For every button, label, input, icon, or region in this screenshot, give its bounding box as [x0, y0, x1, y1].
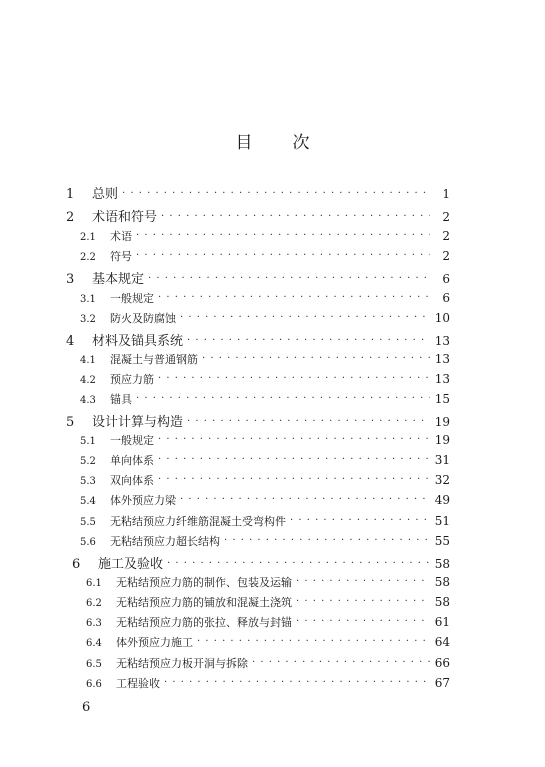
toc-number: 2	[66, 210, 75, 225]
toc-page: 13	[434, 334, 450, 348]
toc-entry[interactable]	[72, 553, 450, 572]
leader-dots	[197, 636, 430, 647]
toc-entry[interactable]	[86, 634, 450, 650]
toc-label: 术语和符号	[92, 210, 158, 225]
toc-entry[interactable]	[86, 655, 450, 671]
leader-dots	[180, 494, 430, 505]
leader-dots	[252, 657, 430, 668]
page-number: 6	[82, 700, 91, 715]
toc-number: 5.5	[80, 517, 96, 528]
toc-entry[interactable]	[66, 411, 450, 430]
toc-entry[interactable]	[80, 391, 450, 407]
toc-number: 2.1	[80, 232, 96, 243]
toc-number: 6	[72, 557, 81, 572]
toc-page: 13	[434, 352, 450, 366]
toc-page: 19	[434, 433, 450, 447]
toc-number: 5.6	[80, 537, 96, 548]
toc-number: 6.6	[86, 679, 102, 690]
toc-page: 1	[442, 187, 450, 201]
leader-dots	[158, 454, 430, 465]
leader-dots	[187, 416, 430, 427]
toc-number: 5.3	[80, 476, 96, 487]
toc-number: 3	[66, 272, 75, 287]
toc-number: 1	[66, 187, 75, 202]
toc-page: 61	[434, 615, 450, 629]
leader-dots	[164, 677, 430, 688]
toc-entry[interactable]	[80, 290, 450, 306]
toc-entry[interactable]	[80, 513, 450, 529]
toc-number: 4.1	[80, 355, 96, 366]
toc-label: 单向体系	[110, 454, 154, 467]
leader-dots	[122, 188, 430, 199]
toc-entry[interactable]	[80, 472, 450, 488]
toc-entry[interactable]	[80, 452, 450, 468]
toc-number: 3.1	[80, 294, 96, 305]
toc-label: 预应力筋	[110, 373, 154, 386]
toc-label: 无粘结预应力筋的铺放和混凝土浇筑	[116, 596, 292, 609]
toc-page: 2	[442, 229, 450, 243]
toc-number: 2.2	[80, 252, 96, 263]
leader-dots	[180, 312, 430, 323]
leader-dots	[296, 616, 430, 627]
title-char-1: 目	[235, 133, 253, 153]
toc-label: 设计计算与构造	[92, 415, 184, 430]
toc-page: 19	[434, 415, 450, 429]
toc-label: 体外预应力梁	[110, 494, 176, 507]
leader-dots	[136, 250, 430, 261]
toc-label: 双向体系	[110, 474, 154, 487]
leader-dots	[161, 211, 430, 222]
toc-label: 材料及锚具系统	[92, 334, 184, 349]
toc-page: 58	[434, 595, 450, 609]
leader-dots	[148, 273, 430, 284]
toc-number: 5.2	[80, 456, 96, 467]
toc-entry[interactable]	[66, 183, 450, 202]
toc-number: 5	[66, 415, 75, 430]
toc-number: 6.5	[86, 659, 102, 670]
toc-label: 一般规定	[110, 434, 154, 447]
leader-dots	[202, 353, 430, 364]
leader-dots	[158, 434, 430, 445]
leader-dots	[158, 474, 430, 485]
toc-label: 一般规定	[110, 292, 154, 305]
toc-label: 无粘结预应力纤维筋混凝土受弯构件	[110, 515, 286, 528]
toc-entry[interactable]	[86, 614, 450, 630]
toc-label: 无粘结预应力筋的制作、包装及运输	[116, 576, 292, 589]
toc-number: 6.2	[86, 598, 102, 609]
toc-page: 6	[442, 272, 450, 286]
toc-label: 总则	[92, 187, 119, 202]
toc-page: 31	[434, 453, 450, 467]
toc-label: 无粘结预应力超长结构	[110, 535, 220, 548]
toc-label: 施工及验收	[98, 557, 164, 572]
toc-entry[interactable]	[80, 351, 450, 367]
toc-page: 13	[434, 372, 450, 386]
title-char-2: 次	[292, 133, 310, 153]
toc-page: 58	[434, 557, 450, 571]
toc-page: 15	[434, 392, 450, 406]
toc-entry[interactable]	[86, 574, 450, 590]
toc-page: 49	[434, 493, 450, 507]
toc-entry[interactable]	[66, 330, 450, 349]
leader-dots	[136, 393, 430, 404]
toc-number: 6.1	[86, 578, 102, 589]
leader-dots	[187, 335, 430, 346]
toc-number: 3.2	[80, 314, 96, 325]
toc-entry[interactable]	[80, 533, 450, 549]
toc-label: 体外预应力施工	[116, 636, 193, 649]
toc-page: 67	[434, 676, 450, 690]
toc-label: 混凝土与普通钢筋	[110, 353, 198, 366]
toc-number: 4.2	[80, 375, 96, 386]
leader-dots	[296, 596, 430, 607]
leader-dots	[158, 292, 430, 303]
toc-entry[interactable]	[80, 432, 450, 448]
toc-page: 32	[434, 473, 450, 487]
toc-label: 锚具	[110, 393, 132, 406]
toc-entry[interactable]	[86, 675, 450, 691]
toc-page: 66	[434, 656, 450, 670]
toc-entry[interactable]	[86, 594, 450, 610]
toc-page: 10	[434, 311, 450, 325]
leader-dots	[158, 373, 430, 384]
toc-number: 6.4	[86, 638, 102, 649]
toc-label: 术语	[110, 230, 132, 243]
toc-page: 6	[442, 291, 450, 305]
toc-page: 2	[442, 210, 450, 224]
toc-label: 基本规定	[92, 272, 145, 287]
toc-number: 5.4	[80, 496, 96, 507]
toc-entry[interactable]	[80, 492, 450, 508]
toc-page: 64	[434, 635, 450, 649]
toc-label: 符号	[110, 250, 132, 263]
toc-label: 无粘结预应力板开洞与拆除	[116, 657, 248, 670]
toc-entry[interactable]	[80, 310, 450, 326]
toc-page: 58	[434, 575, 450, 589]
toc-entry[interactable]	[66, 268, 450, 287]
toc-entry[interactable]	[66, 206, 450, 225]
toc-number: 4	[66, 334, 75, 349]
toc-entry[interactable]	[80, 228, 450, 244]
toc-number: 6.3	[86, 618, 102, 629]
leader-dots	[224, 535, 430, 546]
toc-label: 防火及防腐蚀	[110, 312, 176, 325]
toc-page: 51	[434, 514, 450, 528]
leader-dots	[136, 230, 430, 241]
leader-dots	[296, 576, 430, 587]
toc-page: 2	[442, 249, 450, 263]
toc-label: 无粘结预应力筋的张拉、释放与封锚	[116, 616, 292, 629]
toc-page: 55	[434, 534, 450, 548]
leader-dots	[290, 515, 430, 526]
toc-entry[interactable]	[80, 371, 450, 387]
leader-dots	[167, 558, 430, 569]
toc-label: 工程验收	[116, 677, 160, 690]
toc-number: 4.3	[80, 395, 96, 406]
toc-entry[interactable]	[80, 248, 450, 264]
toc-number: 5.1	[80, 436, 96, 447]
